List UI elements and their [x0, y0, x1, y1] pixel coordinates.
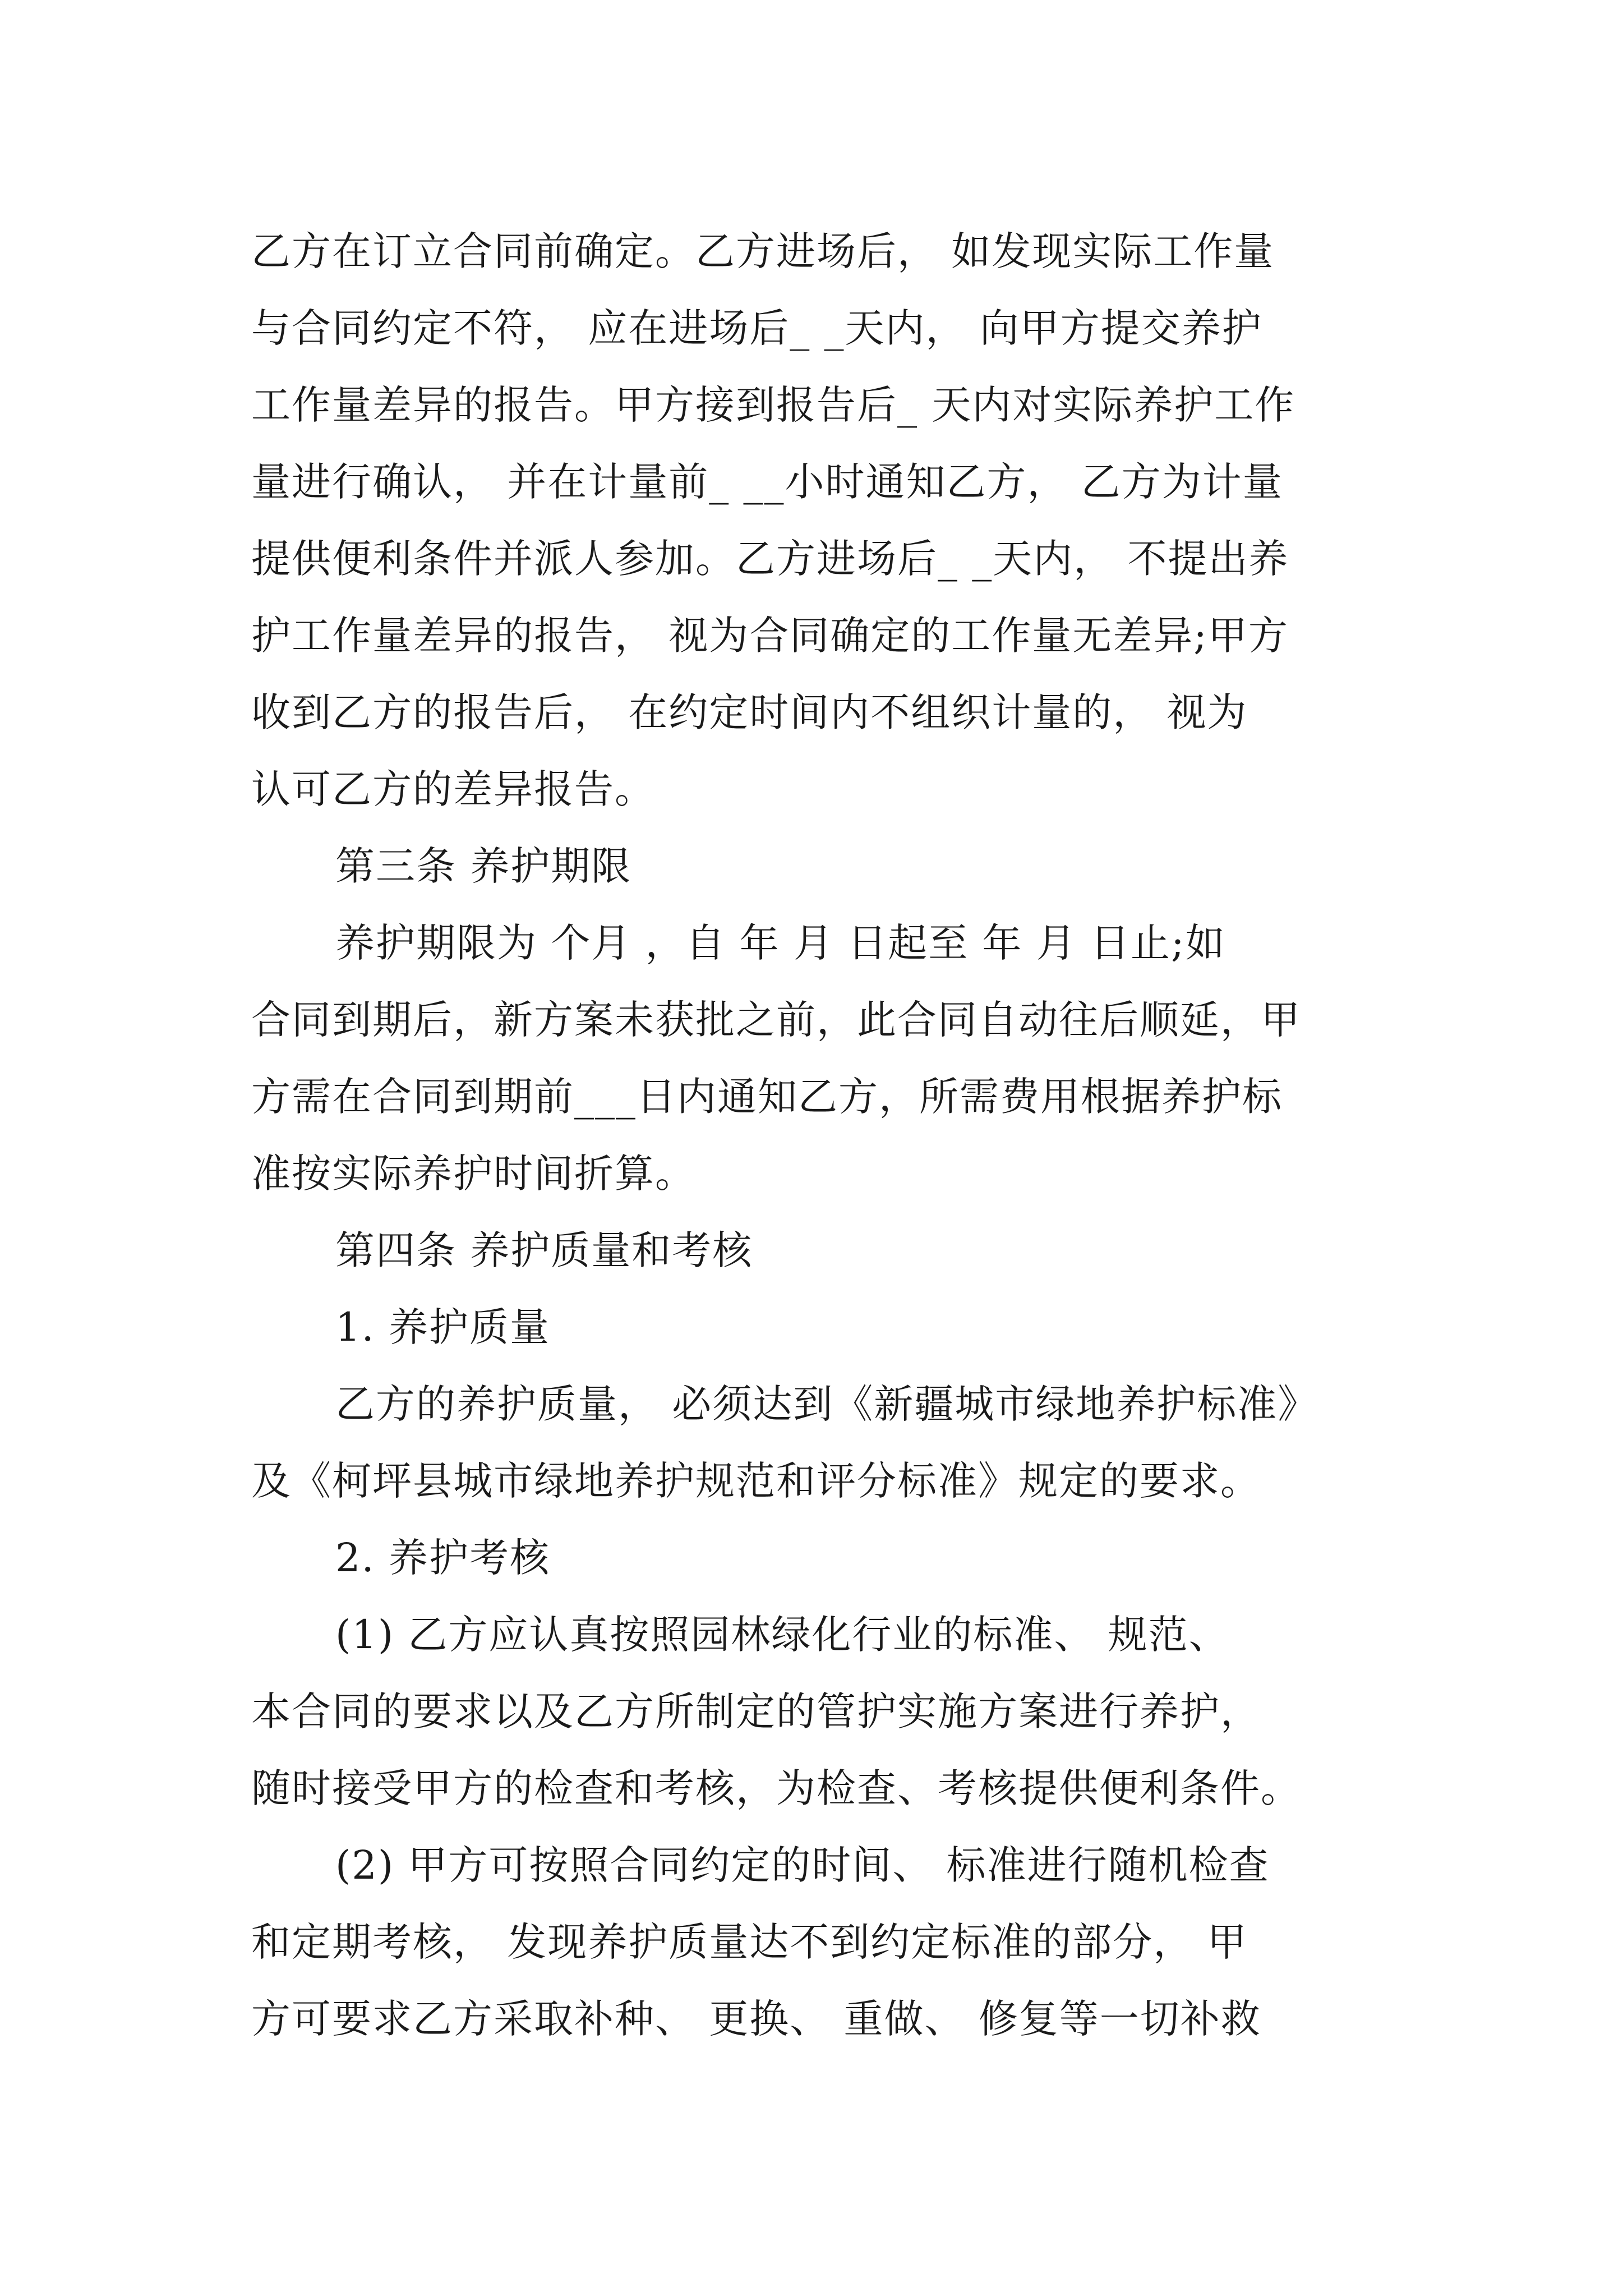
text-line: 方可要求乙方采取补种、 更换、 重做、 修复等一切补救	[251, 1996, 1261, 2042]
text-line: 提供便利条件并派人参加。乙方进场后_ _天内， 不提出养	[251, 536, 1289, 582]
text-line: 本合同的要求以及乙方所制定的管护实施方案进行养护，	[251, 1688, 1261, 1734]
text-line: 工作量差异的报告。甲方接到报告后_ 天内对实际养护工作	[251, 382, 1295, 428]
text-line: 收到乙方的报告后， 在约定时间内不组织计量的， 视为	[251, 689, 1248, 735]
text-line: 随时接受甲方的检查和考核，为检查、考核提供便利条件。	[251, 1765, 1301, 1811]
text-line: 护工作量差异的报告， 视为合同确定的工作量无差异;甲方	[251, 613, 1289, 659]
text-line: 合同到期后，新方案未获批之前，此合同自动往后顺延，甲	[251, 997, 1301, 1043]
text-line: 方需在合同到期前___日内通知乙方，所需费用根据养护标	[251, 1074, 1283, 1120]
subsection-heading: 1. 养护质量	[335, 1304, 551, 1350]
section-heading: 第三条 养护期限	[335, 843, 632, 889]
text-line: 和定期考核， 发现养护质量达不到约定标准的部分， 甲	[251, 1919, 1248, 1965]
text-line: 乙方在订立合同前确定。乙方进场后， 如发现实际工作量	[251, 228, 1275, 274]
text-line: 与合同约定不符， 应在进场后_ _天内， 向甲方提交养护	[251, 305, 1262, 351]
text-line: 认可乙方的差异报告。	[251, 766, 655, 812]
text-line: 量进行确认， 并在计量前_ __小时通知乙方， 乙方为计量	[251, 459, 1283, 505]
text-line: 准按实际养护时间折算。	[251, 1151, 695, 1197]
document-body	[251, 213, 1390, 2058]
text-line: (2) 甲方可按照合同约定的时间、 标准进行随机检查	[335, 1842, 1270, 1888]
text-line: 及《柯坪县城市绿地养护规范和评分标准》规定的要求。	[251, 1458, 1261, 1504]
section-heading: 第四条 养护质量和考核	[335, 1227, 753, 1273]
subsection-heading: 2. 养护考核	[335, 1535, 551, 1581]
text-line: 养护期限为 个月 ，自 年 月 日起至 年 月 日止;如	[335, 920, 1226, 966]
text-line: 乙方的养护质量， 必须达到《新疆城市绿地养护标准》	[335, 1381, 1318, 1427]
text-line: (1) 乙方应认真按照园林绿化行业的标准、 规范、	[335, 1612, 1229, 1658]
